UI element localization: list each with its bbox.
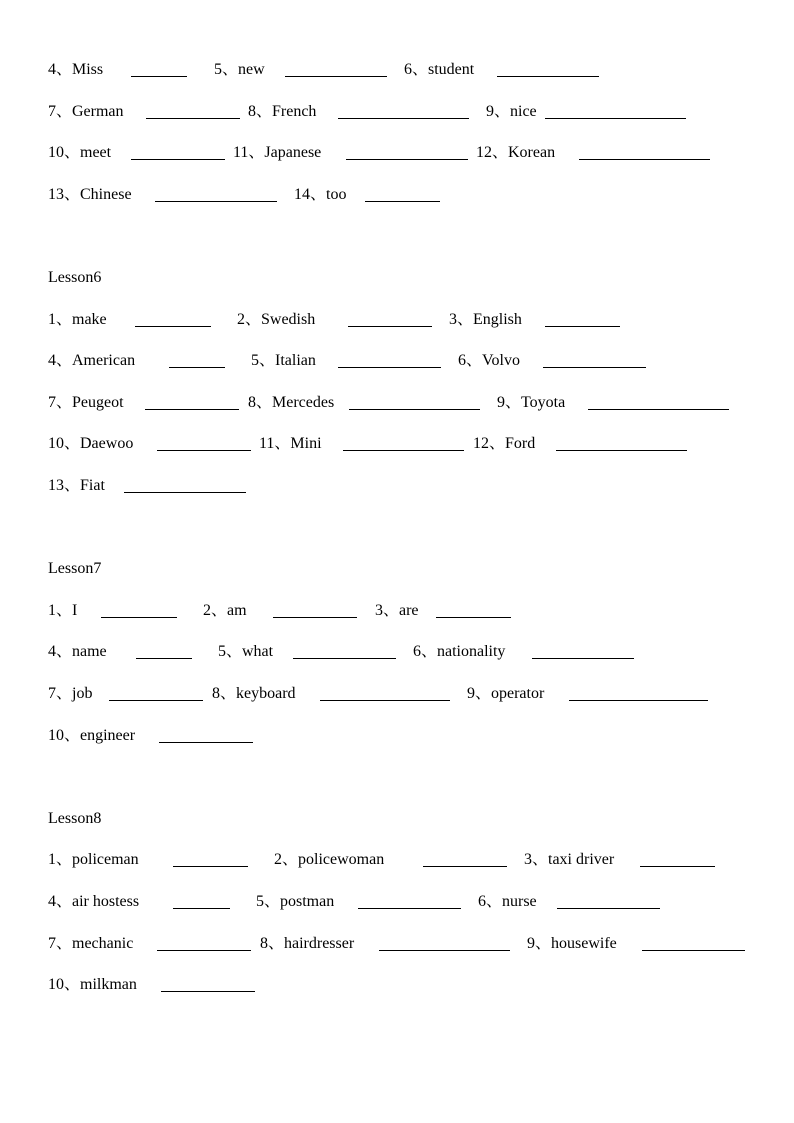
answer-blank[interactable] [131, 159, 225, 160]
vocab-label: 5、new [214, 61, 265, 78]
vocab-label: 6、student [404, 61, 475, 78]
vocab-item [48, 974, 137, 996]
vocab-item [486, 101, 537, 123]
vocab-label: 10、engineer [48, 727, 136, 744]
answer-blank[interactable] [365, 201, 440, 202]
vocab-item [294, 184, 346, 206]
answer-blank[interactable] [346, 159, 468, 160]
answer-blank[interactable] [588, 409, 729, 410]
vocab-label: 4、Miss [48, 61, 104, 78]
answer-blank[interactable] [497, 76, 599, 77]
vocab-item [212, 683, 296, 705]
lesson-heading: Lesson6 [48, 269, 102, 286]
vocab-item [48, 142, 111, 164]
vocab-item [218, 641, 273, 663]
vocab-item [248, 392, 334, 414]
vocab-label: 5、Italian [251, 352, 316, 369]
vocab-item [48, 849, 139, 871]
answer-blank[interactable] [155, 201, 277, 202]
vocab-label: 1、policeman [48, 851, 139, 868]
vocab-item [48, 350, 135, 372]
vocab-label: 7、Peugeot [48, 394, 124, 411]
vocab-label: 12、Korean [476, 144, 556, 161]
answer-blank[interactable] [379, 950, 510, 951]
answer-blank[interactable] [124, 492, 246, 493]
answer-blank[interactable] [338, 118, 469, 119]
vocab-label: 9、Toyota [497, 394, 566, 411]
vocab-label: 4、name [48, 643, 107, 660]
vocab-item [478, 891, 537, 913]
answer-blank[interactable] [273, 617, 357, 618]
vocab-item [476, 142, 555, 164]
vocab-label: 6、nationality [413, 643, 506, 660]
vocab-label: 5、postman [256, 893, 335, 910]
vocab-item [274, 849, 384, 871]
vocab-label: 6、nurse [478, 893, 537, 910]
answer-blank[interactable] [343, 450, 464, 451]
vocab-item [256, 891, 334, 913]
vocab-label: 2、policewoman [274, 851, 385, 868]
answer-blank[interactable] [423, 866, 507, 867]
vocab-item [524, 849, 614, 871]
answer-blank[interactable] [545, 118, 686, 119]
answer-blank[interactable] [161, 991, 255, 992]
answer-blank[interactable] [557, 908, 660, 909]
answer-blank[interactable] [169, 367, 225, 368]
answer-blank[interactable] [338, 367, 441, 368]
vocab-label: 3、taxi driver [524, 851, 615, 868]
vocab-item [458, 350, 520, 372]
vocab-label: 7、mechanic [48, 935, 134, 952]
vocab-label: 5、what [218, 643, 274, 660]
vocab-label: 11、Mini [259, 435, 322, 452]
vocab-item [48, 933, 133, 955]
vocab-item [48, 433, 133, 455]
vocab-label: 4、American [48, 352, 136, 369]
vocab-label: 10、milkman [48, 976, 137, 993]
vocab-label: 9、housewife [527, 935, 617, 952]
vocab-label: 9、nice [486, 103, 537, 120]
vocab-label: 11、Japanese [233, 144, 322, 161]
vocab-item [467, 683, 544, 705]
answer-blank[interactable] [349, 409, 480, 410]
vocab-label: 7、job [48, 685, 93, 702]
lesson-heading: Lesson7 [48, 560, 102, 577]
answer-blank[interactable] [579, 159, 710, 160]
vocab-label: 1、make [48, 311, 107, 328]
vocab-label: 10、Daewoo [48, 435, 134, 452]
answer-blank[interactable] [285, 76, 387, 77]
vocab-item [413, 641, 505, 663]
answer-blank[interactable] [640, 866, 715, 867]
vocab-item [48, 475, 105, 497]
vocab-item [260, 933, 354, 955]
vocab-label: 9、operator [467, 685, 545, 702]
vocab-label: 2、am [203, 602, 247, 619]
vocab-item [404, 59, 474, 81]
vocab-label: 14、too [294, 186, 347, 203]
vocab-label: 12、Ford [473, 435, 536, 452]
vocab-item [48, 59, 103, 81]
vocab-item [237, 309, 315, 331]
answer-blank[interactable] [157, 450, 251, 451]
answer-blank[interactable] [136, 658, 192, 659]
vocab-item [48, 683, 92, 705]
answer-blank[interactable] [358, 908, 461, 909]
answer-blank[interactable] [101, 617, 177, 618]
vocab-label: 7、German [48, 103, 124, 120]
vocab-item [48, 891, 139, 913]
vocab-item [203, 600, 247, 622]
answer-blank[interactable] [159, 742, 253, 743]
vocab-label: 8、keyboard [212, 685, 296, 702]
vocab-item [497, 392, 565, 414]
answer-blank[interactable] [532, 658, 634, 659]
answer-blank[interactable] [320, 700, 450, 701]
answer-blank[interactable] [545, 326, 620, 327]
answer-blank[interactable] [157, 950, 251, 951]
vocab-item [48, 641, 107, 663]
answer-blank[interactable] [642, 950, 745, 951]
vocab-item [48, 101, 124, 123]
vocab-label: 8、hairdresser [260, 935, 355, 952]
answer-blank[interactable] [135, 326, 211, 327]
vocab-label: 4、air hostess [48, 893, 140, 910]
vocab-label: 1、I [48, 602, 78, 619]
vocab-item [48, 184, 132, 206]
vocab-item [248, 101, 316, 123]
vocab-item [259, 433, 322, 455]
vocab-label: 10、meet [48, 144, 112, 161]
answer-blank[interactable] [569, 700, 708, 701]
vocab-label: 3、English [449, 311, 522, 328]
vocab-item [449, 309, 522, 331]
vocab-item [48, 392, 124, 414]
vocab-item [251, 350, 316, 372]
answer-blank[interactable] [173, 866, 248, 867]
vocab-label: 8、French [248, 103, 317, 120]
vocab-label: 13、Fiat [48, 477, 105, 494]
answer-blank[interactable] [556, 450, 687, 451]
vocab-label: 3、are [375, 602, 419, 619]
vocab-label: 8、Mercedes [248, 394, 335, 411]
answer-blank[interactable] [348, 326, 432, 327]
answer-blank[interactable] [146, 118, 240, 119]
vocab-item [233, 142, 321, 164]
vocab-item [375, 600, 419, 622]
vocab-label: 13、Chinese [48, 186, 132, 203]
vocab-item [214, 59, 265, 81]
answer-blank[interactable] [543, 367, 646, 368]
answer-blank[interactable] [109, 700, 203, 701]
vocab-item [527, 933, 617, 955]
answer-blank[interactable] [131, 76, 187, 77]
answer-blank[interactable] [293, 658, 396, 659]
vocab-label: 2、Swedish [237, 311, 316, 328]
answer-blank[interactable] [145, 409, 239, 410]
vocab-label: 6、Volvo [458, 352, 520, 369]
answer-blank[interactable] [436, 617, 511, 618]
vocab-item [48, 725, 135, 747]
vocab-item [48, 600, 77, 622]
lesson-heading: Lesson8 [48, 810, 102, 827]
vocab-item [473, 433, 535, 455]
answer-blank[interactable] [173, 908, 230, 909]
vocab-item [48, 309, 107, 331]
